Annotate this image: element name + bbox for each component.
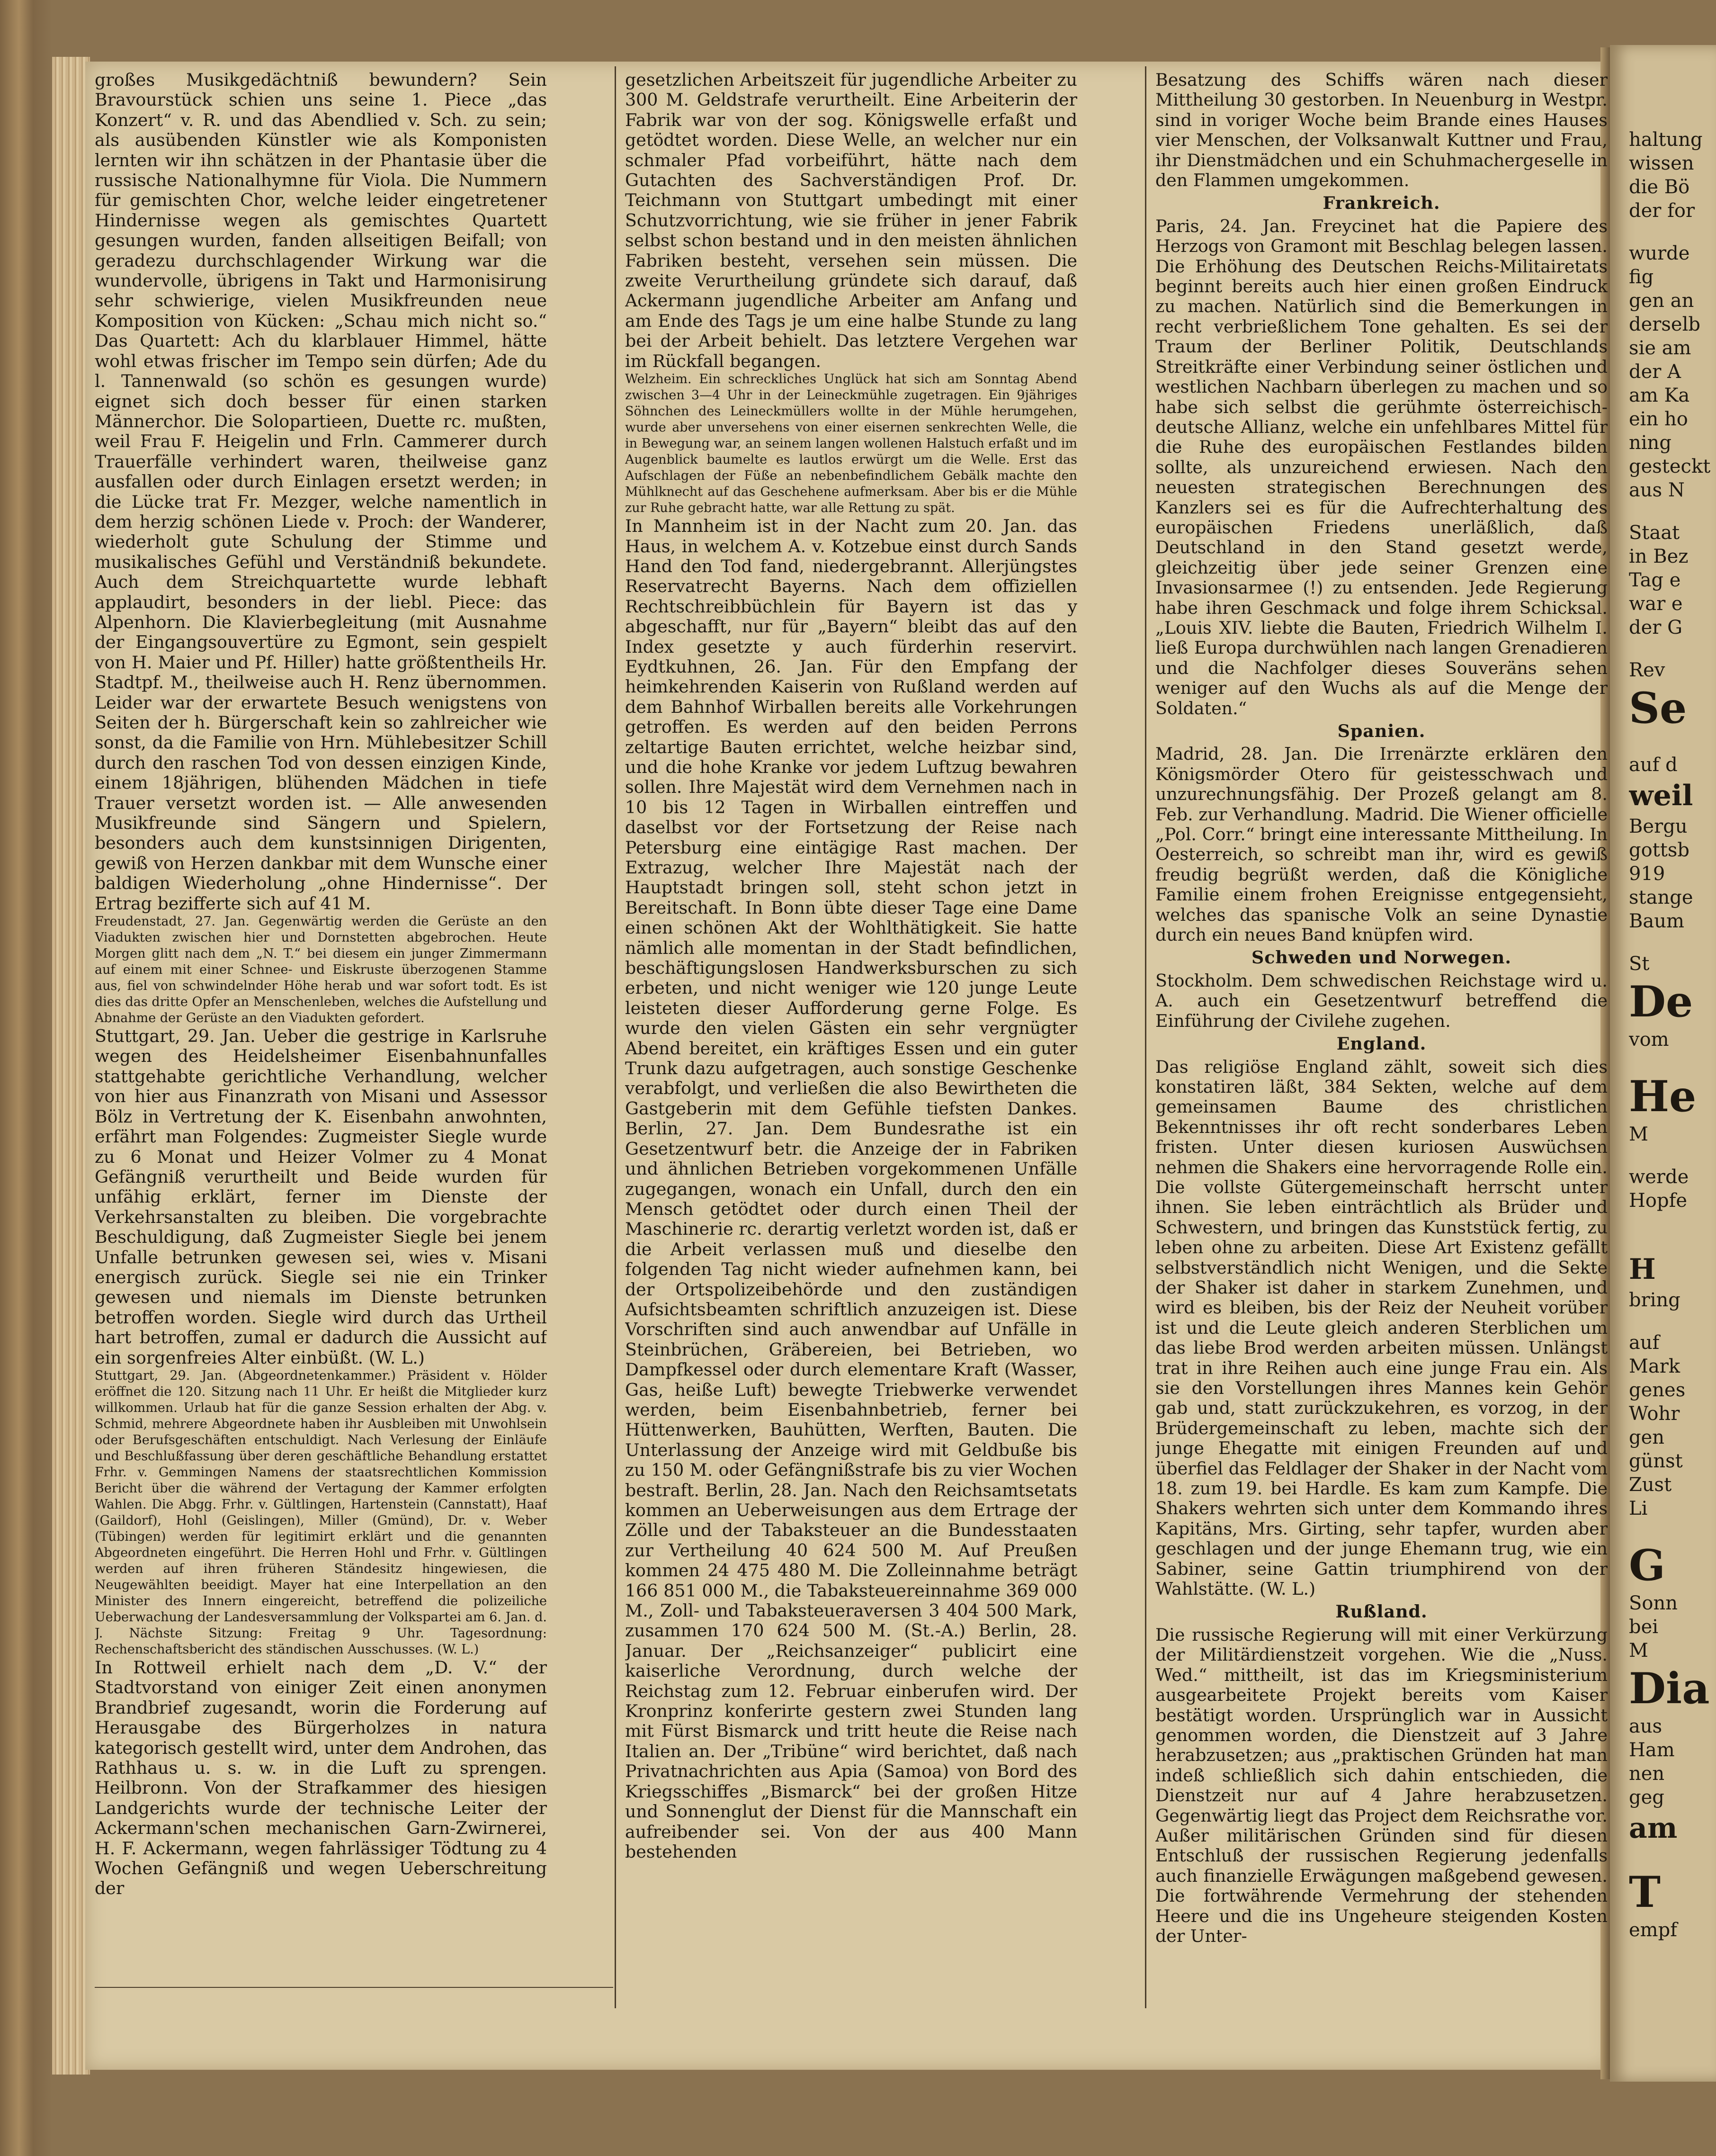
section-heading-spanien: Spanien. bbox=[1337, 721, 1426, 741]
facing-page-line: gesteckt bbox=[1629, 456, 1711, 477]
section-heading-russland: Rußland. bbox=[1335, 1601, 1428, 1622]
column-rule bbox=[615, 66, 616, 2008]
article-heilbronn-cont: gesetzlichen Arbeitszeit für jugendliche Arbeiter zu 300 M. Geldstrafe verurtheilt. Eine Arbeiterin der Fabrik war von der sog. Königswelle erfaßt und getödtet worden. Diese Welle, an welcher nur ein schmaler Pfad vorbeiführt, hätte nach dem Gutachten des Sachverständigen Prof. Dr. Teichmann von Stuttgart umbedingt mit einer Schutzvorrichtung, wie sie früher in jener Fabrik selbst schon bestand und in den meisten ähnlichen Fabriken besteht, versehen sein müssen. Die zweite Verurtheilung gründete sich darauf, daß Ackermann jugendliche Arbeiter am Anfang und am Ende des Tags je um eine halbe Stunde zu lang bei der Arbeit behielt. Das letztere Vergehen war im Rückfall begangen. bbox=[625, 70, 1077, 371]
column-end-rule bbox=[95, 1987, 613, 1988]
facing-page-line: gen an bbox=[1629, 290, 1694, 312]
facing-page-line: die Bö bbox=[1629, 176, 1690, 198]
article-england: Das religiöse England zählt, soweit sich dies konstatiren läßt, 384 Sekten, welche auf dem gemeinsamen Baume des christlichen Bekenntnisses ihr oft recht sonderbares Leben fristen. Unter diesen kuriosen Auswüchsen nehmen die Shakers eine hervorragende Rolle ein. Die vollste Gütergemeinschaft herrscht unter ihnen. Sie leben einträchtlich als Brüder und Schwestern, und bringen das Kunststück fertig, zu leben ohne zu arbeiten. Diese Art Existenz gefällt selbstverständlich nicht Wenigen, und die Sekte der Shaker ist daher in starkem Zunehmen, und wird es bleiben, bis der Reiz der Neuheit vorüber ist und die Leute gleich anderen Sterblichen um das liebe Brod werden arbeiten müssen. Unlängst trat in ihre Reihen auch eine junge Frau ein. Als sie den Vorstellungen ihres Mannes kein Gehör gab und, statt zurückzukehren, es vorzog, in der Brüdergemeinschaft zu leben, machte sich der junge Ehegatte mit einigen Freunden auf und überfiel das Feldlager der Shaker in der Nacht vom 18. zum 19. bei Hardle. Es kam zum Kampfe. Die Shakers wehrten sich unter dem Kommando ihres Kapitäns, Mrs. Girting, sehr tapfer, wurden aber geschlagen und der junge Ehemann trug, wie ein Sabiner, seine Gattin triumphirend von der Wahlstätte. (W. L.) bbox=[1155, 1056, 1608, 1599]
facing-page-line bbox=[1629, 1213, 1714, 1231]
article-militairetat: Die Erhöhung des Deutschen Reichs-Militairetats beginnt bereits auch hier einen großen Eindruck zu machen. Natürlich sind die Bemerkungen in recht verbrießlichem Tone gehalten. Es sei der Traum der Berliner Politik, Deutschlands Streitkräfte einer Verbindung seiner östlichen und westlichen Nachbarn überlegen zu machen und so habe sich selbst die gerühmte österreichisch-deutsche Allianz, welche ein unfehlbares Mittel für die Ruhe des europäischen Festlandes bilden sollte, als unzureichend erwiesen. Nach den neuesten strategischen Berechnungen des Kanzlers sei es für die Aufrechterhaltung des europäischen Friedens unerläßlich, daß Deutschland in den Stand gesetzt werde, gleichzeitig über jede seiner Grenzen eine Invasionsarmee (!) zu entsenden. Jede Regierung habe ihren Geschmack und folge ihrem Schicksal. „Louis XIV. liebte die Bauten, Friedrich Wilhelm I. ließ Europa durchwühlen nach langen Grenadieren und die Nachfolger dieses Souveräns sehen weniger auf den Wuchs als auf die Menge der Soldaten.“ bbox=[1155, 256, 1608, 719]
article-tribuene: Der „Tribüne“ wird berichtet, daß nach Privatnachrichten aus Apia (Samoa) von Bord des Kriegsschiffes „Bismarck“ bei der großen Hitze und Sonnenglut der Dienst für die Mannschaft ein aufreibender sei. Von der aus 400 Mann bestehenden bbox=[625, 1741, 1077, 1862]
facing-page-line: Ham bbox=[1629, 1739, 1675, 1761]
section-heading-frankreich: Frankreich. bbox=[1323, 193, 1440, 214]
article-berlin-1: Berlin, 27. Jan. Dem Bundesrathe ist ein Gesetzentwurf betr. die Anzeige der in Fabriken und ähnlichen Betrieben vorgekommenen Unfälle zugegangen, wonach ein Unfall, durch den ein Mensch getödtet oder durch einen Theil der Maschinerie rc. derartig verletzt worden ist, daß er die Arbeit verlassen muß und dieselbe den folgenden Tag nicht wieder aufnehmen kann, bei der Ortspolizeibehörde und den zuständigen Aufsichtsbeamten schriftlich anzuzeigen ist. Diese Vorschriften sind auch anwendbar auf Unfälle in Steinbrüchen, Gräbereien, bei Betrieben, wo Dampfkessel oder durch elementare Kraft (Wasser, Gas, heiße Luft) bewegte Triebwerke verwendet werden, beim Eisenbahnbetrieb, ferner bei Hüttenwerken, Bauhütten, Werften, Bauten. Die Unterlassung der Anzeige wird mit Geldbuße bis zu 150 M. oder Gefängnißstrafe bis zu vier Wochen bestraft. bbox=[625, 1118, 1077, 1500]
facing-page-line bbox=[1629, 1146, 1714, 1165]
facing-page-line: der A bbox=[1629, 361, 1681, 383]
facing-page-line bbox=[1629, 1312, 1714, 1331]
facing-page-line: wurde bbox=[1629, 243, 1690, 264]
facing-page-line bbox=[1629, 502, 1714, 521]
facing-page-line: günst bbox=[1629, 1450, 1683, 1472]
book-spine-edge bbox=[52, 57, 90, 2075]
article-eydtkuhnen: Eydtkuhnen, 26. Jan. Für den Empfang der heimkehrenden Kaiserin von Rußland werden auf dem Bahnhof Wirballen bereits alle Vorkehrungen getroffen. Es werden auf den beiden Perrons zeltartige Bauten errichtet, welche heizbar sind, und die hohe Kranke vor jedem Luftzug bewahren sollen. Ihre Majestät wird dem Vernehmen nach in 10 bis 12 Tagen in Wirballen eintreffen und daselbst vor der Fortsetzung der Reise nach Petersburg eine eintägige Rast machen. Der Extrazug, welcher Ihre Majestät nach der Hauptstadt bringen soll, steht schon jetzt in Bereitschaft. bbox=[625, 656, 1077, 918]
facing-page-line: auf d bbox=[1629, 754, 1678, 776]
article-stuttgart-trial: Stuttgart, 29. Jan. Ueber die gestrige in Karlsruhe wegen des Heidelsheimer Eisenbahnunfalles stattgehabte gerichtliche Verhandlung, welcher von hier aus Finanzrath von Misani und Assessor Bölz in Vertretung der K. Eisenbahn anwohnten, erfährt man Folgendes: Zugmeister Siegle wurde zu 6 Monat und Heizer Volmer zu 4 Monat Gefängniß verurtheilt und Beide wurden für unfähig erklärt, ferner im Dienste der Verkehrsanstalten zu bleiben. Die vorgebrachte Beschuldigung, daß Zugmeister Siegle bei jenem Unfalle betrunken gewesen sei, wies v. Misani energisch zurück. Siegle sei nie ein Trinker gewesen und niemals im Dienste betrunken betroffen worden. Siegle wird durch das Urtheil hart betroffen, zumal er dadurch die Aussicht auf ein sorgenfreies Alter einbüßt. (W. L.) bbox=[95, 1026, 547, 1368]
facing-page-line: fig bbox=[1629, 266, 1654, 288]
facing-page-line: Rev bbox=[1629, 659, 1665, 681]
article-freudenstadt: Freudenstadt, 27. Jan. Gegenwärtig werden die Gerüste an den Viadukten zwischen hier und Dornstetten abgebrochen. Heute Morgen glitt nach dem „N. T.“ bei diesem ein junger Zimmermann auf einem mit einer Schnee- und Eiskruste überzogenen Stamme aus, fiel von schwindelnder Höhe herab und war sofort todt. Es ist dies das dritte Opfer an Menschenleben, welches die Aufstellung und Abnahme der Gerüste an den Viadukten gefordert. bbox=[95, 914, 547, 1026]
facing-page-line: M bbox=[1629, 1123, 1648, 1145]
facing-page-line: wissen bbox=[1629, 153, 1694, 174]
article-bonn: In Bonn übte dieser Tage eine Dame einen schönen Akt der Wohlthätigkeit. Sie hatte nämlich alle momentan in der Stadt befindlichen, beschäftigungslosen Handwerksburschen zu sich erbeten, und nicht weniger wie 120 junge Leute leisteten dieser Aufforderung gerne Folge. Es wurde den vielen Gästen ein sehr vergnügter Abend bereitet, ein kräftiges Essen und ein guter Trunk dazu aufgetragen, auch sonstige Geschenke verabfolgt, und verließen die also Bewirtheten die Gastgeberin mit dem Gefühle tiefsten Dankes. bbox=[625, 897, 1077, 1119]
column-3 bbox=[1155, 70, 1608, 2007]
facing-page-line: am Ka bbox=[1629, 385, 1690, 406]
facing-page-line: Baum bbox=[1629, 910, 1684, 932]
facing-page-line bbox=[1629, 1051, 1714, 1070]
facing-page-line: bring bbox=[1629, 1289, 1680, 1311]
column-1 bbox=[95, 70, 547, 1936]
facing-page-line: der G bbox=[1629, 617, 1683, 638]
facing-page-line: Bergu bbox=[1629, 816, 1688, 837]
facing-page-line: ein ho bbox=[1629, 408, 1688, 430]
facing-page-line: vom bbox=[1629, 1029, 1669, 1051]
facing-page-line bbox=[1629, 933, 1714, 952]
facing-page-line: auf bbox=[1629, 1332, 1660, 1354]
facing-page-line: Zust bbox=[1629, 1474, 1672, 1496]
facing-page-line: der for bbox=[1629, 200, 1695, 222]
article-bismarck-cont: Besatzung des Schiffs wären nach dieser Mittheilung 30 gestorben. bbox=[1155, 70, 1608, 110]
facing-page-line bbox=[1629, 1847, 1714, 1866]
facing-page-line: weil bbox=[1629, 779, 1693, 812]
article-stockholm: Stockholm. Dem schwedischen Reichstage wird u. A. auch ein Gesetzentwurf betreffend die Einführung der Civilehe zugehen. bbox=[1155, 970, 1608, 1031]
column-rule bbox=[1145, 66, 1146, 2008]
article-mannheim: In Mannheim ist in der Nacht zum 20. Jan. das Haus, in welchem A. v. Kotzebue einst durch Sands Hand den Tod fand, niedergebrannt. bbox=[625, 516, 1077, 576]
article-heilbronn: Heilbronn. Von der Strafkammer des hiesigen Landgerichts wurde der technische Leiter der Ackermann'schen mechanischen Garn-Zwirnerei, H. F. Ackermann, wegen fahrlässiger Tödtung zu 4 Wochen Gefängniß und wegen Ueberschreitung der bbox=[95, 1778, 547, 1899]
facing-page-line: werde bbox=[1629, 1166, 1689, 1188]
facing-page-line: Dia bbox=[1629, 1663, 1710, 1714]
facing-page-line: Wohr bbox=[1629, 1403, 1680, 1425]
article-paris: Paris, 24. Jan. Freycinet hat die Papiere des Herzogs von Gramont mit Beschlag belegen lassen. bbox=[1155, 216, 1608, 257]
facing-page-line: aus N bbox=[1629, 479, 1685, 501]
facing-page-line: T bbox=[1629, 1867, 1661, 1917]
article-welzheim: Welzheim. Ein schreckliches Unglück hat sich am Sonntag Abend zwischen 3—4 Uhr in der Leineckmühle zugetragen. Ein 9jähriges Söhnchen des Leineckmüllers wollte in der Mühle herumgehen, wurde aber unversehens von einer eisernen senkrechten Welle, die in Bewegung war, an seinem langen wollenen Halstuch erfaßt und im Augenblick baumelte es lautlos erwürgt um die Welle. Erst das Aufschlagen der Füße an nebenbefindlichem Gebälk machte den Mühlknecht auf das Geschehene aufmerksam. Aber bis er die Mühle zur Ruhe gebracht hatte, war alle Rettung zu spät. bbox=[625, 372, 1077, 516]
facing-page-line: H bbox=[1629, 1253, 1656, 1286]
facing-page-line: stange bbox=[1629, 887, 1693, 908]
article-bayern: Allerjüngstes Reservatrecht Bayerns. Nach dem offiziellen Rechtschreibbüchlein für Bayern ist das y abgeschafft, nur für „Bayern“ bleibt das auf den Index gesetzte y auch fürderhin reservirt. bbox=[625, 556, 1077, 657]
facing-page-line: Li bbox=[1629, 1498, 1648, 1519]
facing-page-line: G bbox=[1629, 1540, 1665, 1590]
article-russland: Die russische Regierung will mit einer Verkürzung der Militärdienstzeit vorgehen. Wie die „Nuss. Wed.“ mittheilt, ist das im Kriegsministerium ausgearbeitete Projekt bereits vom Kaiser bestätigt worden. Ursprünglich war in Aussicht genommen worden, die Dienstzeit auf 3 Jahre herabzusetzen; aus „praktischen Gründen hat man indeß schließlich sich dahin entschieden, die Dienstzeit nur auf 4 Jahre herabzusetzen. Gegenwärtig liegt das Project dem Reichsrathe vor. Außer militärischen Gründen sind für diesen Entschluß der russischen Regierung jedenfalls auch finanzielle Erwägungen maßgebend gewesen. Die fortwährende Vermehrung der stehenden Heere und die ins Ungeheure steigenden Kosten der Unter- bbox=[1155, 1624, 1608, 1946]
facing-page-line: Staat bbox=[1629, 522, 1680, 544]
facing-page-line: am bbox=[1629, 1812, 1678, 1845]
article-music-review: großes Musikgedächtniß bewundern? Sein Bravourstück schien uns seine 1. Piece „das Konzert“ v. R. und das Abendlied v. Sch. zu sein; als ausübenden Künstler wie als Komponisten lernten wir ihn schätzen in der Phantasie über die russische Nationalhymne für Viola. Die Nummern für gemischten Chor, welche leider eingetretener Hindernisse wegen als gemischtes Quartett gesungen wurden, fanden allseitigen Beifall; von geradezu durchschlagender Wirkung war die wundervolle, übrigens in Takt und Harmonisirung sehr schwierige, vielen Musikfreunden neue Komposition von Kücken: „Schau mich nicht so.“ Das Quartett: Ach du klarblauer Himmel, hätte wohl etwas frischer im Tempo sein dürfen; Ade du l. Tannenwald (so schön es gesungen wurde) eignet sich doch besser für einen starken Männerchor. Die Solopartieen, Duette rc. mußten, weil Frau F. Heigelin und Frln. Cammerer durch Trauerfälle verhindert waren, theilweise ganz ausfallen oder durch Einlagen ersetzt werden; in die Lücke trat Fr. Mezger, welche namentlich in dem herzig schönen Liede v. Proch: der Wanderer, wiederholt gute Schulung der Stimme und musikalisches Gefühl und Verständniß bekundete. Auch dem Streichquartette wurde lebhaft applaudirt, besonders in der liebl. Piece: das Alpenhorn. Die Klavierbegleitung (mit Ausnahme der Eingangsouvertüre zu Egmont, sein gespielt von H. Maier und Pf. Hiller) hatte größtentheils Hr. Stadtpf. M., theilweise auch H. Renz übernommen. Leider war der erwartete Besuch wenigstens von Seiten der h. Bürgerschaft kein so zahlreicher wie sonst, da die Familie von Hrn. Mühlebesitzer Schill durch den raschen Tod von dessen einzigen Kinde, einem 18jährigen, blühenden Mädchen in tiefe Trauer versetzt worden ist. — Alle anwesenden Musikfreunde sind Sängern und Spielern, besonders auch dem kunstsinnigen Dirigenten, gewiß von Herzen dankbar mit dem Wunsche einer baldigen Wiederholung „ohne Hindernisse“. Der Ertrag bezifferte sich auf 41 M. bbox=[95, 70, 547, 914]
facing-page-line: nen bbox=[1629, 1763, 1665, 1785]
article-stuttgart-chamber: Stuttgart, 29. Jan. (Abgeordnetenkammer.) Präsident v. Hölder eröffnet die 120. Sitzung nach 11 Uhr. Er heißt die Mitglieder kurz willkommen. Urlaub hat für die ganze Session erhalten der Abg. v. Schmid, mehrere Abgeordnete haben ihr Ausbleiben mit Unwohlsein oder Berufsgeschäften entschuldigt. Nach Verlesung der Einläufe und Beschlußfassung über deren geschäftliche Behandlung erstattet Frhr. v. Gemmingen Namens der staatsrechtlichen Kommission Bericht über die während der Vertagung der Kammer erfolgten Wahlen. Die Abgg. Frhr. v. Gültlingen, Hartenstein (Cannstatt), Haaf (Gaildorf), Hohl (Geislingen), Miller (Gmünd), Dr. v. Weber (Tübingen) werden für legitimirt erklärt und die genannten Abgeordneten eingeführt. Die Herren Hohl und Frhr. v. Gültlingen werden auf ihren früheren Ständesitz hingewiesen, die Neugewählten beeidigt. Mayer hat eine Interpellation an den Minister des Innern eingereicht, betreffend die polizeiliche Ueberwachung der Landesversammlung der Volkspartei am 6. Jan. d. J. Nächste Sitzung: Freitag 9 Uhr. Tagesordnung: Rechenschaftsbericht des ständischen Ausschusses. (W. L.) bbox=[95, 1368, 547, 1657]
facing-page-line: Tag e bbox=[1629, 569, 1681, 591]
facing-page-line: De bbox=[1629, 977, 1693, 1027]
facing-page-line: genes bbox=[1629, 1379, 1686, 1401]
facing-page-line: aus bbox=[1629, 1716, 1662, 1737]
column-2 bbox=[625, 70, 1077, 2007]
facing-page-line: empf bbox=[1629, 1919, 1678, 1941]
facing-page-line: derselb bbox=[1629, 314, 1700, 335]
facing-page-text-fragments bbox=[1629, 128, 1714, 1942]
facing-page-line: gen bbox=[1629, 1427, 1665, 1448]
facing-page-line: ning bbox=[1629, 432, 1671, 454]
section-heading-england: England. bbox=[1336, 1033, 1427, 1054]
article-neuenburg: In Neuenburg in Westpr. sind in voriger Woche beim Brande eines Hauses vier Menschen, der Volksanwalt Kuttner und Frau, ihr Dienstmädchen und ein Schuhmachergeselle in den Flammen umgekommen. bbox=[1155, 90, 1608, 191]
facing-page-line: gottsb bbox=[1629, 839, 1689, 861]
facing-page-line: in Bez bbox=[1629, 546, 1689, 567]
article-madrid-2: Madrid. Die Wiener officielle „Pol. Corr.“ bringt eine interessante Mittheilung. In Oesterreich, so schreibt man ihr, wird es gewiß freudig begrüßt werden, daß die Königliche Familie einem frohen Ereignisse entgegensieht, welches das spanische Volk an seine Dynastie durch ein neues Band knüpfen wird. bbox=[1155, 804, 1608, 945]
facing-page-line: bei bbox=[1629, 1616, 1659, 1638]
section-heading-schweden: Schweden und Norwegen. bbox=[1251, 947, 1512, 968]
facing-page-line bbox=[1629, 734, 1714, 753]
facing-page-line bbox=[1629, 1520, 1714, 1539]
facing-page-line: Sonn bbox=[1629, 1592, 1678, 1614]
article-rottweil: In Rottweil erhielt nach dem „D. V.“ der Stadtvorstand von einiger Zeit einen anonymen Brandbrief zugesandt, worin die Forderung auf Herausgabe des Bürgerholzes in natura kategorisch gestellt wird, unter dem Androhen, das Rathhaus u. s. w. in die Luft zu sprengen. bbox=[95, 1657, 547, 1778]
article-berlin-3: Berlin, 28. Januar. Der „Reichsanzeiger“ publicirt eine kaiserliche Verordnung, durch welche der Reichstag zum 12. Februar einberufen wird. bbox=[625, 1620, 1077, 1701]
facing-page-line: 919 bbox=[1629, 863, 1665, 885]
article-berlin-2: Berlin, 28. Jan. Nach den Reichsamtsetats kommen an Ueberweisungen aus dem Ertrage der Zölle und der Tabaksteuer an die Bundesstaaten zur Vertheilung 40 624 500 M. Auf Preußen kommen 24 475 480 M. Die Zolleinnahme beträgt 166 851 000 M., die Tabaksteuereinnahme 369 000 M., Zoll- und Tabaksteueraversen 3 404 500 Mark, zusammen 170 624 500 M. (St.-A.) bbox=[625, 1480, 1077, 1641]
article-kronprinz: Der Kronprinz konferirte gestern zwei Stunden lang mit Fürst Bismarck und tritt heute die Reise nach Italien an. bbox=[625, 1680, 1077, 1761]
facing-page-line: Se bbox=[1629, 683, 1687, 733]
facing-page-line: M bbox=[1629, 1640, 1648, 1662]
facing-page-line: sie am bbox=[1629, 337, 1691, 359]
facing-page-line bbox=[1629, 639, 1714, 658]
article-madrid-1: Madrid, 28. Jan. Die Irrenärzte erklären den Königsmörder Otero für geistesschwach und unzurechnungsfähig. Der Prozeß gelangt am 8. Feb. zur Verhandlung. bbox=[1155, 744, 1608, 825]
facing-page-line: Hopfe bbox=[1629, 1190, 1688, 1212]
facing-page-line bbox=[1629, 1231, 1714, 1250]
facing-page-line bbox=[1629, 223, 1714, 242]
facing-page-line: St bbox=[1629, 953, 1650, 975]
facing-page-line: war e bbox=[1629, 593, 1683, 615]
facing-page-line: He bbox=[1629, 1071, 1697, 1122]
facing-page-line: Mark bbox=[1629, 1356, 1680, 1377]
facing-page-line: geg bbox=[1629, 1787, 1664, 1808]
facing-page-line: haltung bbox=[1629, 129, 1703, 151]
